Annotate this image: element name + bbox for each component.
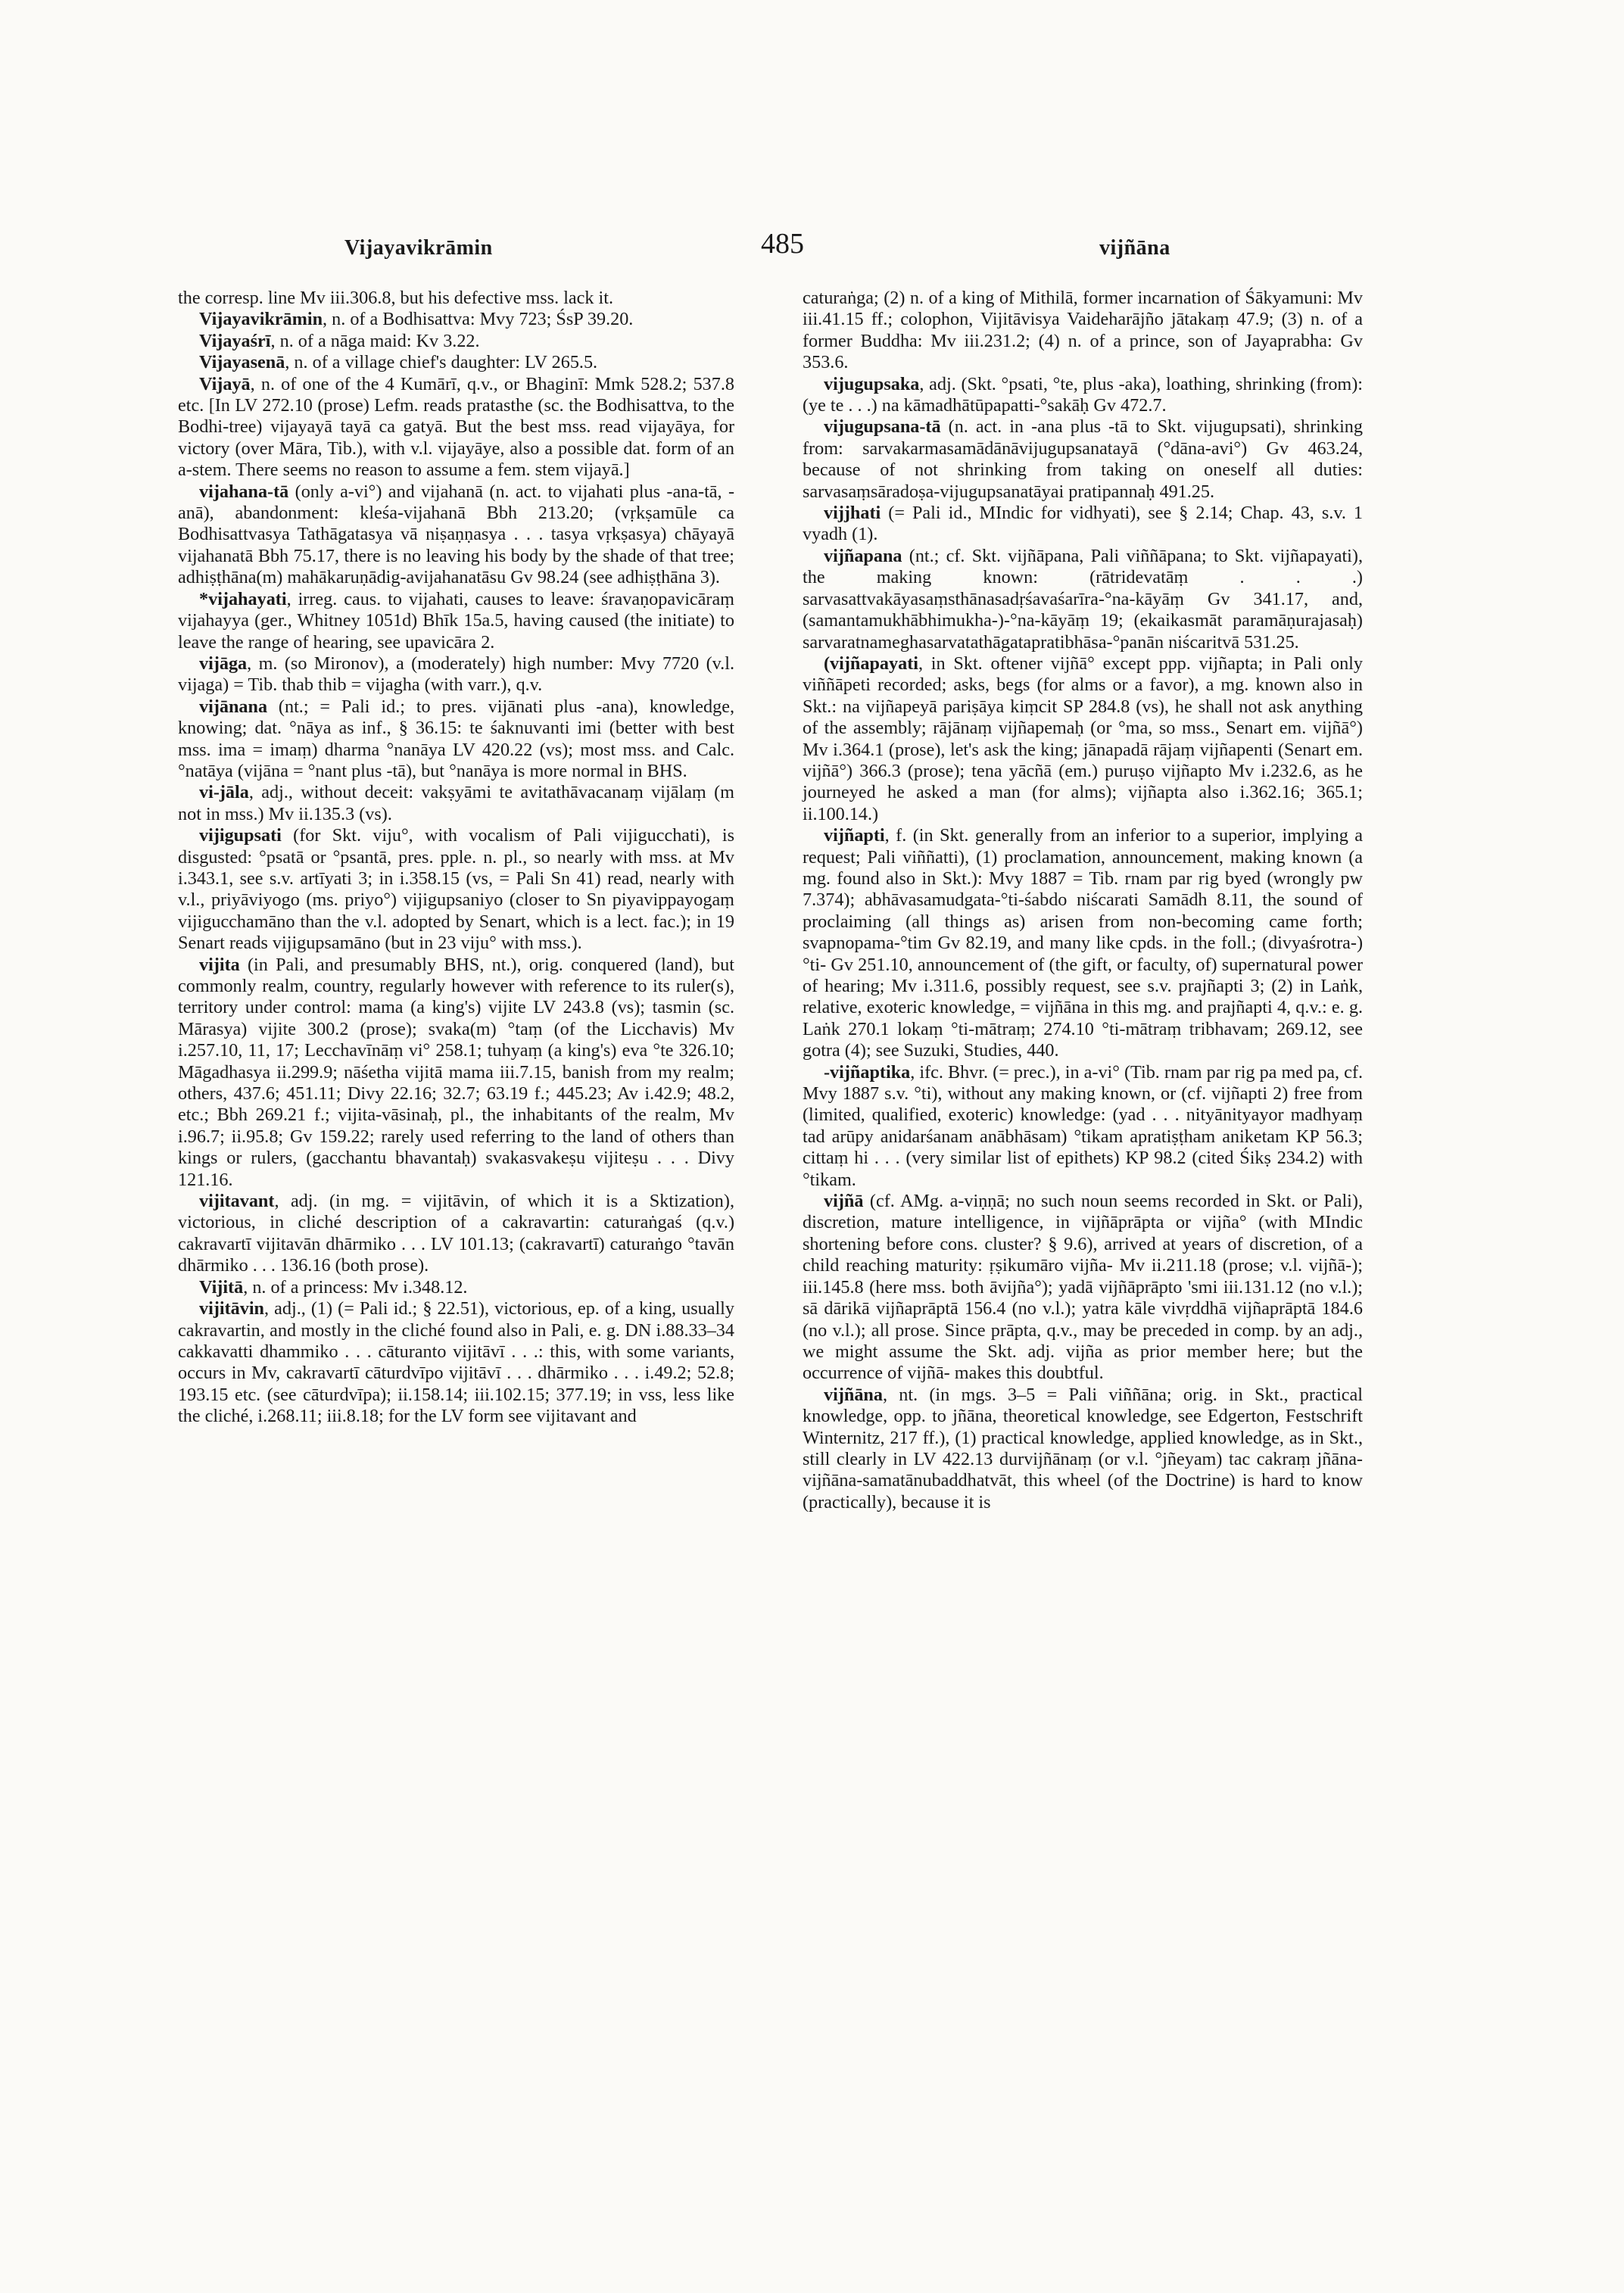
dictionary-entry <box>178 589 734 653</box>
entry-text: (nt.; = Pali id.; to pres. vijānati plus -ana), knowledge, knowing; dat. °nāya as inf., § 36.15: te śaknuvanti imi (better with best mss. ima = imaṃ) dharma °nanāya LV 420.22 (vs); most mss. and Calc. °natāya (vijāna = °nant plus -tā), but °nanāya is more normal in BHS. <box>178 696 734 781</box>
entry-text: , adj. (in mg. = vijitāvin, of which it is a Sktization), victorious, in cliché description of a cakravartin: caturaṅgaś (q.v.) cakravartī vijitavān dhārmiko . . . LV 101.13; (cakravartī) caturaṅgo °tavān dhārmiko . . . 136.16 (both prose). <box>178 1191 734 1276</box>
dictionary-entry <box>178 955 734 1191</box>
running-head <box>0 227 1624 265</box>
entry-text: , irreg. caus. to vijahati, causes to leave: śravaṇopavicāraṃ vijahayya (ger., Whitney 1051d) Bhīk 15a.5, having caused (the initiate) to leave the range of hearing, see upavicāra 2. <box>178 588 734 653</box>
entry-text: (cf. AMg. a-viṇṇā; no such noun seems recorded in Skt. or Pali), discretion, mature intelligence, in vijñāprāpta or vijña° (with MIndic shortening before cons. cluster? § 9.6), arrived at years of discretion, of a child reaching maturity: ṛṣikumāro vijña- Mv ii.211.18 (prose; v.l. vijñā-); iii.145.8 (here mss. both āvijña°); yadā vijñāprāpto 'smi iii.131.12 (no v.l.); sā dārikā vijñaprāptā 156.4 (no v.l.); yatra kāle vivṛddhā vijñaprāptā 184.6 (no v.l.); all prose. Since prāpta, q.v., may be preceded in comp. by an adj., we might assume the Skt. adj. vijña as prior member here; but the occurrence of vijñā- makes this doubtful. <box>803 1191 1363 1384</box>
entry-headword: vijitavant <box>199 1191 275 1212</box>
entry-text: , n. of a village chief's daughter: LV 265.5. <box>285 352 598 373</box>
entry-headword: vijita <box>199 954 240 975</box>
dictionary-entry <box>803 374 1363 417</box>
entry-headword: vijigupsati <box>199 825 282 846</box>
entry-headword: Vijayā <box>199 373 251 394</box>
entry-headword: vijānana <box>199 696 268 717</box>
entry-headword: -vijñaptika <box>824 1061 911 1083</box>
entry-text: the corresp. line Mv iii.306.8, but his defective mss. lack it. <box>178 288 614 308</box>
entry-headword: Vijayavikrāmin <box>199 309 323 330</box>
right-column <box>803 288 1363 1513</box>
entry-text: , adj., (1) (= Pali id.; § 22.51), victorious, ep. of a king, usually cakravartin, and mostly in the cliché found also in Pali, e. g. DN i.88.33–34 cakkavatti dhammiko . . . cāturanto vijitāvī . . .: this, with some variants, occurs in Mv, cakravartī cāturdvīpo vijitāvī . . . dhārmiko . . . i.49.2; 52.8; 193.15 etc. (see cāturdvīpa); ii.158.14; iii.102.15; 377.19; in vss, less like the cliché, i.268.11; iii.8.18; for the LV form see vijitavant and <box>178 1298 734 1427</box>
entry-text: , adj., without deceit: vakṣyāmi te avitathāvacanaṃ vijālaṃ (m not in mss.) Mv ii.135.3 (vs). <box>178 782 734 824</box>
entry-text: (in Pali, and presumably BHS, nt.), orig. conquered (land), but commonly realm, country, regularly however with reference to its ruler(s), territory under control: mama (a king's) vijite LV 243.8 (vs); tasmin (sc. Mārasya) vijite 300.2 (prose); svaka(m) °taṃ (of the Licchavis) Mv i.257.10, 11, 17; Lecchavīnāṃ vi° 258.1; tuhyaṃ (a king's) eva °te 326.10; Māgadhasya ii.299.9; nāśetha vijitā mama iii.7.15, banish from my realm; others, 437.6; 451.11; Divy 22.16; 32.7; 63.19 f.; 445.23; Av i.42.9; 48.2, etc.; Bbh 269.21 f.; vijita-vāsinaḥ, pl., the inhabitants of the realm, Mv i.96.7; ii.95.8; Gv 159.22; rarely used referring to the land of others than kings or rulers, (gacchantu bhavantaḥ) svakasvakeṣu vijiteṣu . . . Divy 121.16. <box>178 954 734 1190</box>
dictionary-entry <box>803 288 1363 374</box>
entry-text: , in Skt. oftener vijñā° except ppp. vijñapta; in Pali only viññāpeti recorded; asks, begs (for alms or a favor), a mg. known also in Skt.: na vijñapeyā pariṣāya kiṃcit SP 284.8 (vs), he shall not ask anything of the assembly; rājānaṃ vijñapemaḥ (or °ma, so mss., Senart em. vijñā°) Mv i.364.1 (prose), let's ask the king; jānapadā rājaṃ vijñapenti (Senart em. vijñā°) 366.3 (prose); tena yācñā (em.) puruṣo vijñapto Mv i.232.6, as he journeyed he asked a man (for alms); vijñapta also i.362.16; 365.1; ii.100.14.) <box>803 653 1363 824</box>
entry-headword: vijñā <box>824 1191 864 1212</box>
dictionary-entry <box>178 352 734 373</box>
dictionary-entry <box>178 1298 734 1427</box>
entry-headword: Vijitā <box>199 1276 244 1298</box>
entry-headword: vijjhati <box>824 503 881 524</box>
entry-text: (= Pali id., MIndic for vidhyati), see § 2.14; Chap. 43, s.v. 1 vyadh (1). <box>803 503 1363 545</box>
left-column <box>178 288 734 1428</box>
dictionary-entry <box>178 331 734 352</box>
entry-headword: vijugupsaka <box>824 373 920 394</box>
dictionary-entry <box>178 653 734 696</box>
entry-text: , n. of a princess: Mv i.348.12. <box>243 1276 468 1298</box>
running-head-left: Vijayavikrāmin <box>344 236 493 260</box>
entry-headword: vi-jāla <box>199 782 249 803</box>
dictionary-entry <box>178 374 734 481</box>
entry-headword: *vijahayati <box>199 588 287 609</box>
entry-headword: vijñapana <box>824 545 902 566</box>
dictionary-entry <box>178 481 734 589</box>
entry-text: (nt.; cf. Skt. vijñāpana, Pali viññāpana; to Skt. vijñapayati), the making known: (rātridevatāṃ . . .) sarvasattvakāyasaṃsthānasadṛśavaśarīra-°na-kāyāṃ Gv 341.17, and, (samantamukhābhimukha-)-°na-kāyāṃ 19; (ekaikasmāt paramāṇurajasaḥ) sarvaratnameghasarvatathāgatapratibhāsa-°panān niścaritvā 531.25. <box>803 545 1363 653</box>
entry-headword: (vijñapayati <box>824 653 918 674</box>
entry-text: , adj. (Skt. °psati, °te, plus -aka), loathing, shrinking (from): (ye te . . .) na kāmadhātūpapatti-°sakāḥ Gv 472.7. <box>803 373 1363 416</box>
entry-text: , nt. (in mgs. 3–5 = Pali viññāna; orig. in Skt., practical knowledge, opp. to jñāna, theoretical knowledge, see Edgerton, Festschrift Winternitz, 217 ff.), (1) practical knowledge, applied knowledge, as in Skt., still clearly in LV 422.13 durvijñānaṃ (or v.l. °jñeyam) tac cakraṃ jñāna-vijñāna-samatānubaddhatvāt, this wheel (of the Doctrine) is hard to know (practically), because it is <box>803 1384 1363 1513</box>
entry-headword: vijñāna <box>824 1384 883 1405</box>
entry-text: , n. of a nāga maid: Kv 3.22. <box>270 330 480 351</box>
dictionary-entry <box>803 546 1363 653</box>
entry-headword: Vijayaśrī <box>199 330 271 351</box>
entry-text: , ifc. Bhvr. (= prec.), in a-vi° (Tib. rnam par rig pa med pa, cf. Mvy 1887 s.v. °ti), without any making known, or (cf. vijñapti 2) free from (limited, qualified, exoteric) knowledge: (yad . . . nityānityayor madhyaṃ tad arūpy anidarśanam anābhāsam) °tikam apratiṣṭham aniketam KP 56.3; cittaṃ hi . . . (very similar list of epithets) KP 98.2 (cited Śikṣ 234.2) with °tikam. <box>803 1061 1363 1190</box>
dictionary-entry <box>178 1191 734 1277</box>
entry-text: , n. of a Bodhisattva: Mvy 723; ŚsP 39.20. <box>323 309 634 330</box>
dictionary-entry <box>803 653 1363 825</box>
entry-headword: vijahana-tā <box>199 481 289 502</box>
entry-text: , m. (so Mironov), a (moderately) high number: Mvy 7720 (v.l. vijaga) = Tib. thab thib = vijagha (with varr.), q.v. <box>178 653 734 696</box>
dictionary-entry <box>178 288 734 309</box>
dictionary-entry <box>178 1277 734 1298</box>
page-number: 485 <box>761 228 804 260</box>
dictionary-entry <box>803 1062 1363 1191</box>
dictionary-entry <box>803 1191 1363 1385</box>
entry-text: caturaṅga; (2) n. of a king of Mithilā, former incarnation of Śākyamuni: Mv iii.41.15 ff.; colophon, Vijitāvisya Vaideharājño jātakaṃ 47.9; (3) n. of a former Buddha: Mv iii.231.2; (4) n. of a prince, son of Jayaprabha: Gv 353.6. <box>803 288 1363 373</box>
entry-text: (only a-vi°) and vijahanā (n. act. to vijahati plus -ana-tā, -anā), abandonment: kleśa-vijahanā Bbh 213.20; (vṛkṣamūle ca Bodhisattvasya Tathāgatasya vā niṣaṇṇasya . . . tasya vṛkṣasya) chāyayā vijahanatā Bbh 75.17, there is no leaving his body by the shade of that tree; adhiṣṭhāna(m) mahākaruṇādig-avijahanatāsu Gv 98.24 (see adhiṣṭhāna 3). <box>178 481 734 588</box>
entry-headword: vijāga <box>199 653 248 674</box>
entry-headword: vijugupsana-tā <box>824 416 941 438</box>
entry-text: (n. act. in -ana plus -tā to Skt. vijugupsati), shrinking from: sarvakarmasamādānāvijugupsanatayā (°dāna-avi°) Gv 463.24, because of not shrinking from taking on oneself all duties: sarvasaṃsāradoṣa-vijugupsanatāyai pratipannaḥ 491.25. <box>803 416 1363 502</box>
entry-headword: vijitāvin <box>199 1298 265 1319</box>
dictionary-entry <box>803 1385 1363 1513</box>
dictionary-entry <box>178 782 734 825</box>
dictionary-entry <box>803 503 1363 546</box>
dictionary-entry <box>178 696 734 783</box>
entry-text: (for Skt. viju°, with vocalism of Pali vijigucchati), is disgusted: °psatā or °psantā, pres. pple. n. pl., so nearly with mss. at Mv i.343.1, see s.v. artīyati 3; in i.358.15 (vs, = Pali Sn 41) read, nearly with v.l., priyāviyogo (ms. priyo°) vijigupsaniyo (closer to Sn piyavippayogaṃ vijigucchamāno than the v.l. adopted by Senart, which is a lect. fac.); in 19 Senart reads vijigupsamāno (but in 23 viju° with mss.). <box>178 825 734 954</box>
dictionary-entry <box>803 825 1363 1061</box>
entry-headword: vijñapti <box>824 825 885 846</box>
running-head-right: vijñāna <box>1099 236 1170 260</box>
entry-text: , f. (in Skt. generally from an inferior to a superior, implying a request; Pali viññatti), (1) proclamation, announcement, making known (a mg. found also in Skt.): Mvy 1887 = Tib. rnam par rig byed (wrongly pw 7.374); abhāvasamudgata-°ti-śabdo niścarati Samādh 8.11, the sound of proclaiming (all things as) arisen from non-becoming came forth; svapnopama-°tim Gv 82.19, and many like cpds. in the foll.; (divyaśrotra-)°ti- Gv 251.10, announcement of (the gift, or faculty, of) supernatural power of hearing; Mv i.311.6, possibly request, see s.v. prajñapti 3; (2) in Laṅk, relative, exoteric knowledge, = vijñāna in this mg. and prajñapti 4, q.v.: e. g. Laṅk 270.1 lokaṃ °ti-mātraṃ; 274.10 °ti-mātraṃ tribhavam; 269.12, see gotra (4); see Suzuki, Studies, 440. <box>803 825 1363 1061</box>
dictionary-entry <box>178 825 734 954</box>
entry-headword: Vijayasenā <box>199 352 285 373</box>
dictionary-entry <box>803 416 1363 503</box>
dictionary-entry <box>178 309 734 330</box>
entry-text: , n. of one of the 4 Kumārī, q.v., or Bhaginī: Mmk 528.2; 537.8 etc. [In LV 272.10 (prose) Lefm. reads pratasthe (sc. the Bodhisattva, to the Bodhi-tree) vijayayā tayā ca gatyā. But the best mss. read vijayāya, for victory (over Māra, Tib.), with v.l. vijayāye, also a possible dat. form of an a-stem. There seems no reason to assume a fem. stem vijayā.] <box>178 373 734 481</box>
